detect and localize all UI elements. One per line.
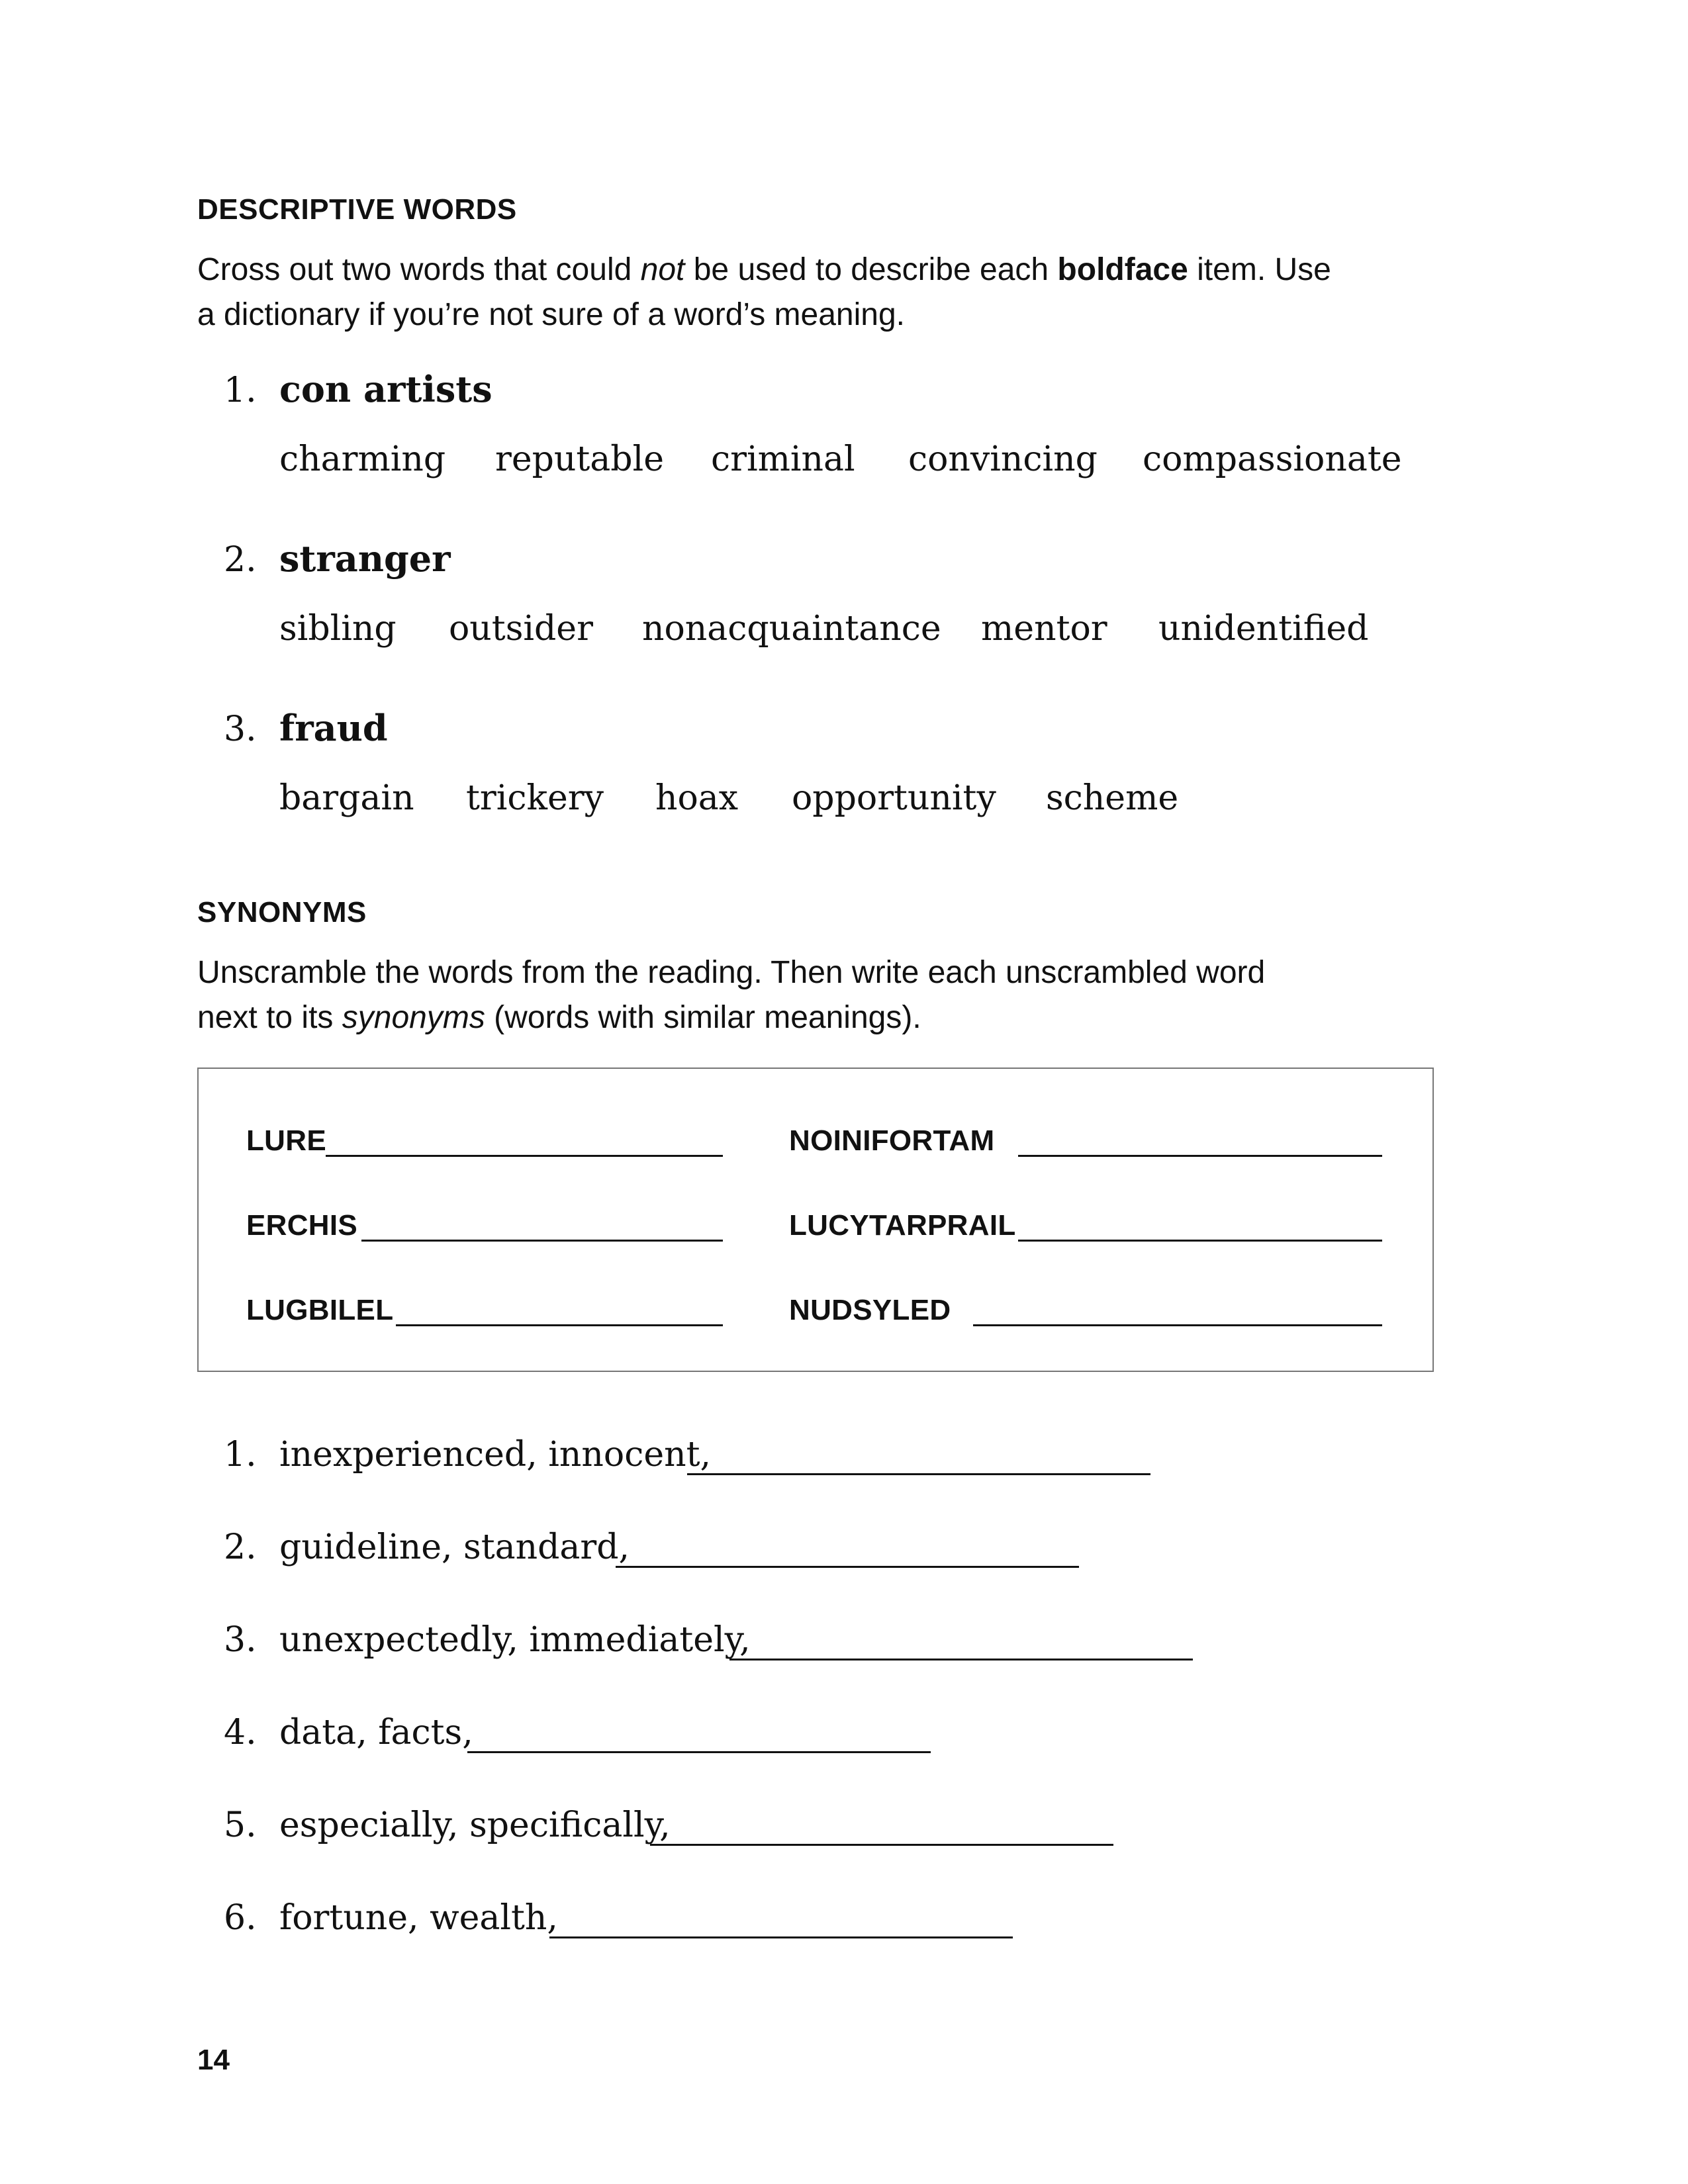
synonym-item-number: 4. — [224, 1713, 257, 1752]
scrambled-word: LURE — [246, 1124, 326, 1157]
scrambled-word: NOINIFORTAM — [789, 1124, 995, 1157]
page-number: 14 — [197, 2044, 230, 2076]
word-choice[interactable]: reputable — [495, 439, 664, 479]
section-heading-descriptive-words: DESCRIPTIVE WORDS — [197, 193, 517, 226]
scrambled-word: NUDSYLED — [789, 1294, 951, 1326]
answer-line[interactable] — [616, 1566, 1079, 1568]
answer-line[interactable] — [1018, 1155, 1382, 1157]
synonym-item-text: guideline, standard, — [279, 1527, 630, 1567]
synonym-item-number: 3. — [224, 1620, 257, 1660]
item-term: fraud — [279, 707, 388, 749]
synonym-item-number: 2. — [224, 1527, 257, 1567]
word-choice[interactable]: trickery — [466, 778, 604, 818]
word-choice[interactable]: sibling — [279, 609, 397, 649]
item-term: con artists — [279, 368, 492, 410]
word-choice[interactable]: compassionate — [1143, 439, 1402, 479]
word-choice[interactable]: hoax — [655, 778, 739, 818]
answer-line[interactable] — [467, 1751, 931, 1753]
item-number: 3. — [224, 709, 257, 749]
word-choice[interactable]: charming — [279, 439, 446, 479]
word-choice[interactable]: criminal — [711, 439, 855, 479]
word-choice[interactable]: bargain — [279, 778, 414, 818]
answer-line[interactable] — [1018, 1240, 1382, 1242]
scrambled-word: LUCYTARPRAIL — [789, 1209, 1016, 1242]
word-choice[interactable]: convincing — [908, 439, 1098, 479]
word-choice[interactable]: mentor — [981, 609, 1107, 649]
synonym-item-number: 1. — [224, 1435, 257, 1475]
answer-line[interactable] — [729, 1659, 1193, 1661]
answer-line[interactable] — [687, 1473, 1150, 1475]
synonym-item-text: especially, specifically, — [279, 1805, 671, 1845]
answer-line[interactable] — [396, 1324, 723, 1326]
scrambled-word: LUGBILEL — [246, 1294, 394, 1326]
synonym-item-text: inexperienced, innocent, — [279, 1435, 712, 1475]
synonym-item-text: data, facts, — [279, 1713, 473, 1752]
answer-line[interactable] — [549, 1936, 1013, 1938]
answer-line[interactable] — [650, 1844, 1113, 1846]
descriptive-instructions: Cross out two words that could not be used to describe each boldface item. Use a dictionary if you’re not sure of a word’s meaning. — [197, 252, 1331, 332]
item-number: 1. — [224, 371, 257, 410]
answer-line[interactable] — [361, 1240, 723, 1242]
scrambled-words-box — [197, 1068, 1434, 1372]
scrambled-word: ERCHIS — [246, 1209, 358, 1242]
synonym-item-number: 5. — [224, 1805, 257, 1845]
word-choice[interactable]: scheme — [1046, 778, 1179, 818]
answer-line[interactable] — [326, 1155, 723, 1157]
item-term: stranger — [279, 537, 451, 580]
synonyms-instructions: Unscramble the words from the reading. Then write each unscrambled word next to its synonyms (words with similar meanings). — [197, 955, 1266, 1035]
section-heading-synonyms: SYNONYMS — [197, 896, 367, 929]
synonym-item-text: fortune, wealth, — [279, 1898, 558, 1938]
synonym-item-number: 6. — [224, 1898, 257, 1938]
word-choice[interactable]: unidentified — [1158, 609, 1369, 649]
word-choice[interactable]: outsider — [449, 609, 593, 649]
item-number: 2. — [224, 540, 257, 580]
word-choice[interactable]: opportunity — [792, 778, 996, 818]
word-choice[interactable]: nonacquaintance — [642, 609, 941, 649]
answer-line[interactable] — [973, 1324, 1382, 1326]
synonym-item-text: unexpectedly, immediately, — [279, 1620, 751, 1660]
